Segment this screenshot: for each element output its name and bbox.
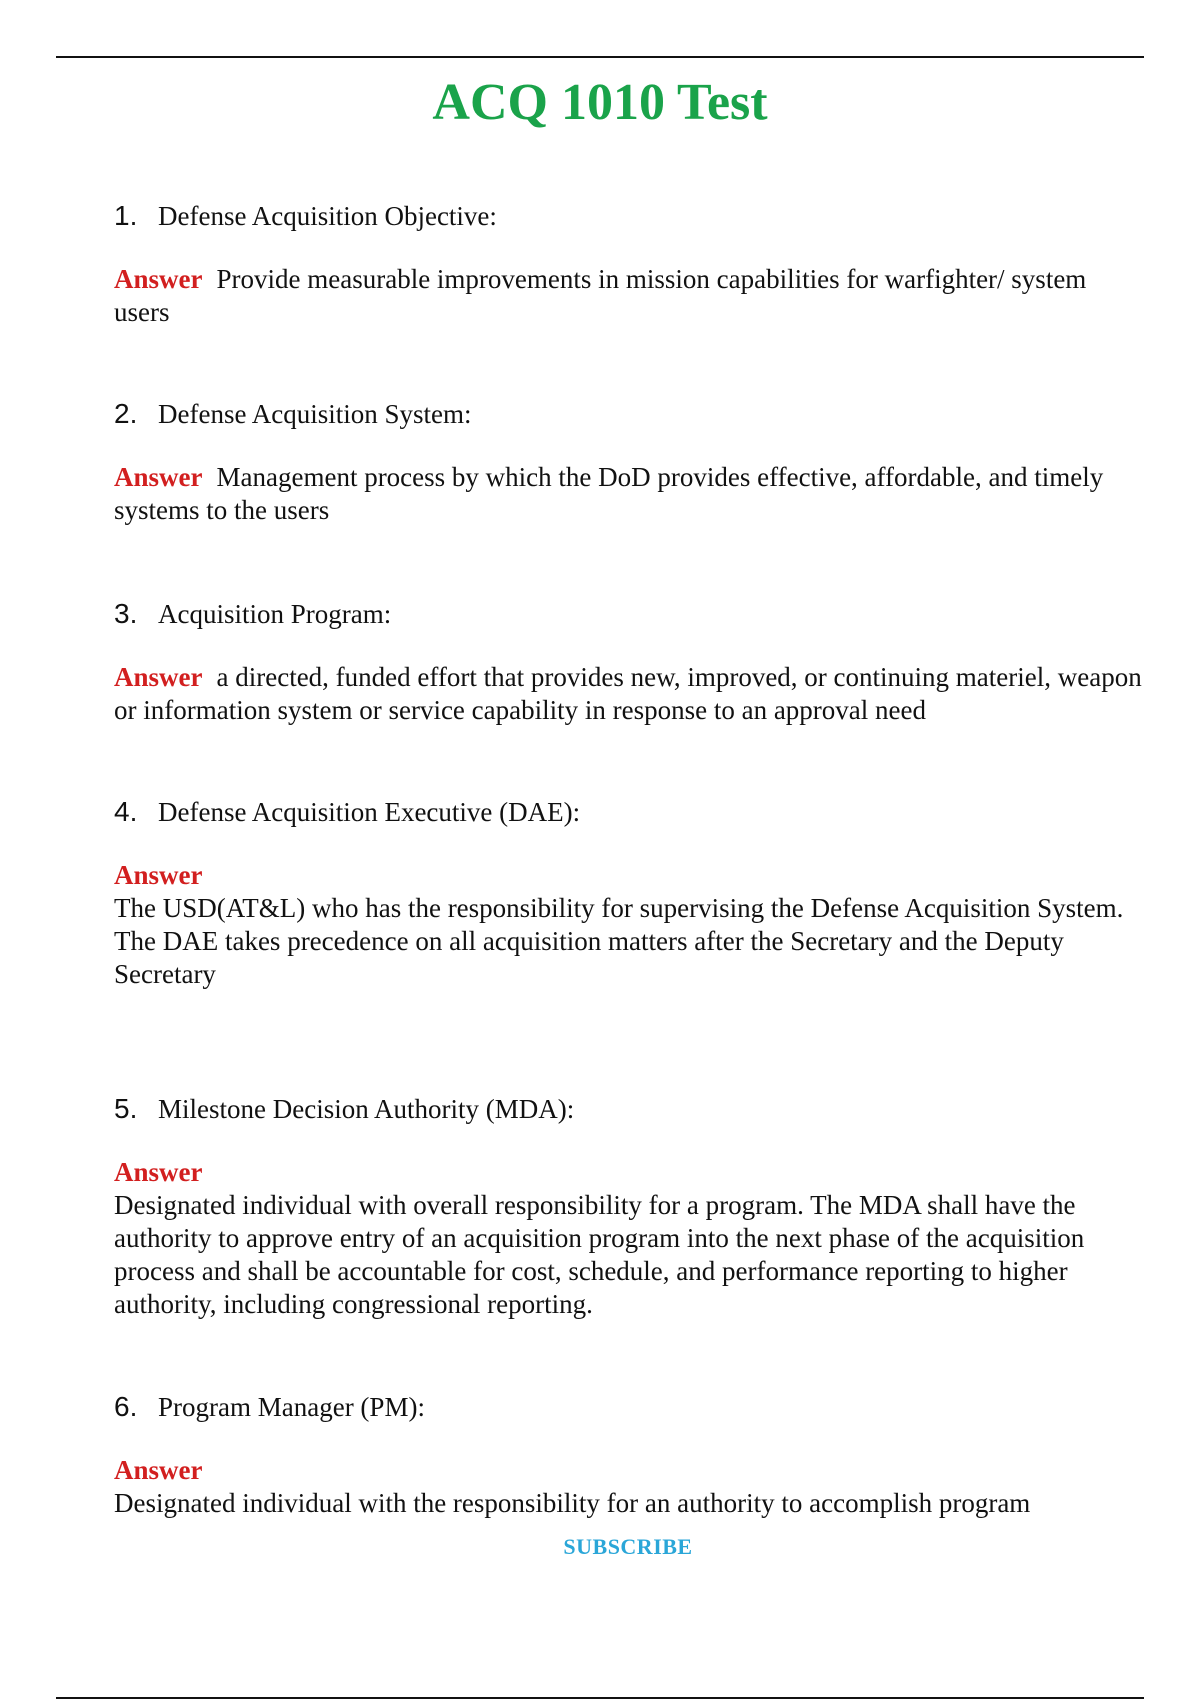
- top-divider: [56, 56, 1144, 58]
- question-number: 5.: [114, 1093, 138, 1124]
- answer-text: Designated individual with the responsibility for an authority to accomplish program: [114, 1488, 1031, 1518]
- qa-item-4: [114, 795, 1144, 991]
- bottom-divider: [56, 1697, 1144, 1699]
- question-text: Defense Acquisition Executive (DAE):: [158, 797, 581, 827]
- answer: [114, 859, 1144, 991]
- question: [114, 1390, 1144, 1424]
- page-title: ACQ 1010 Test: [432, 74, 768, 131]
- question-text: Defense Acquisition Objective:: [158, 201, 497, 231]
- subscribe-link[interactable]: SUBSCRIBE: [563, 1534, 693, 1559]
- answer-text: Provide measurable improvements in mission capabilities for warfighter/ system users: [114, 264, 1087, 327]
- question-number: 4.: [114, 796, 138, 827]
- answer-text: Management process by which the DoD provides effective, affordable, and timely systems to the users: [114, 462, 1104, 525]
- question-text: Milestone Decision Authority (MDA):: [158, 1094, 575, 1124]
- question-number: 1.: [114, 200, 138, 231]
- question: [114, 397, 1144, 431]
- question: [114, 795, 1144, 829]
- answer-label: Answer: [114, 662, 203, 692]
- answer-label: Answer: [114, 1157, 203, 1187]
- qa-item-3: [114, 597, 1144, 727]
- answer: [114, 1454, 1144, 1520]
- answer-text: a directed, funded effort that provides new, improved, or continuing materiel, weapon or information system or service capability in response to an approval need: [114, 662, 1142, 725]
- question-text: Program Manager (PM):: [158, 1392, 425, 1422]
- qa-item-6: [114, 1390, 1144, 1520]
- answer-text: The USD(AT&L) who has the responsibility for supervising the Defense Acquisition System.: [114, 893, 1124, 923]
- question-number: 6.: [114, 1391, 138, 1422]
- question: [114, 1092, 1144, 1126]
- answer: [114, 1156, 1144, 1321]
- answer-text: Designated individual with overall responsibility for a program. The MDA shall have the authority to approve entry of an acquisition program into the next phase of the acquisition process and shall be accountable for cost, schedule, and performance reporting to higher authority, including congressional reporting.: [114, 1190, 1085, 1319]
- question-text: Acquisition Program:: [158, 599, 392, 629]
- question: [114, 199, 1144, 233]
- question: [114, 597, 1144, 631]
- question-number: 2.: [114, 398, 138, 429]
- answer: [114, 263, 1144, 329]
- answer: [114, 461, 1144, 527]
- question-text: Defense Acquisition System:: [158, 399, 472, 429]
- answer: [114, 661, 1144, 727]
- answer-label: Answer: [114, 1455, 203, 1485]
- answer-label: Answer: [114, 860, 203, 890]
- question-number: 3.: [114, 598, 138, 629]
- qa-item-1: [114, 199, 1144, 329]
- answer-label: Answer: [114, 462, 203, 492]
- qa-item-5: [114, 1092, 1144, 1321]
- answer-text: The DAE takes precedence on all acquisition matters after the Secretary and the Deputy Secretary: [114, 926, 1064, 989]
- answer-label: Answer: [114, 264, 203, 294]
- qa-item-2: [114, 397, 1144, 527]
